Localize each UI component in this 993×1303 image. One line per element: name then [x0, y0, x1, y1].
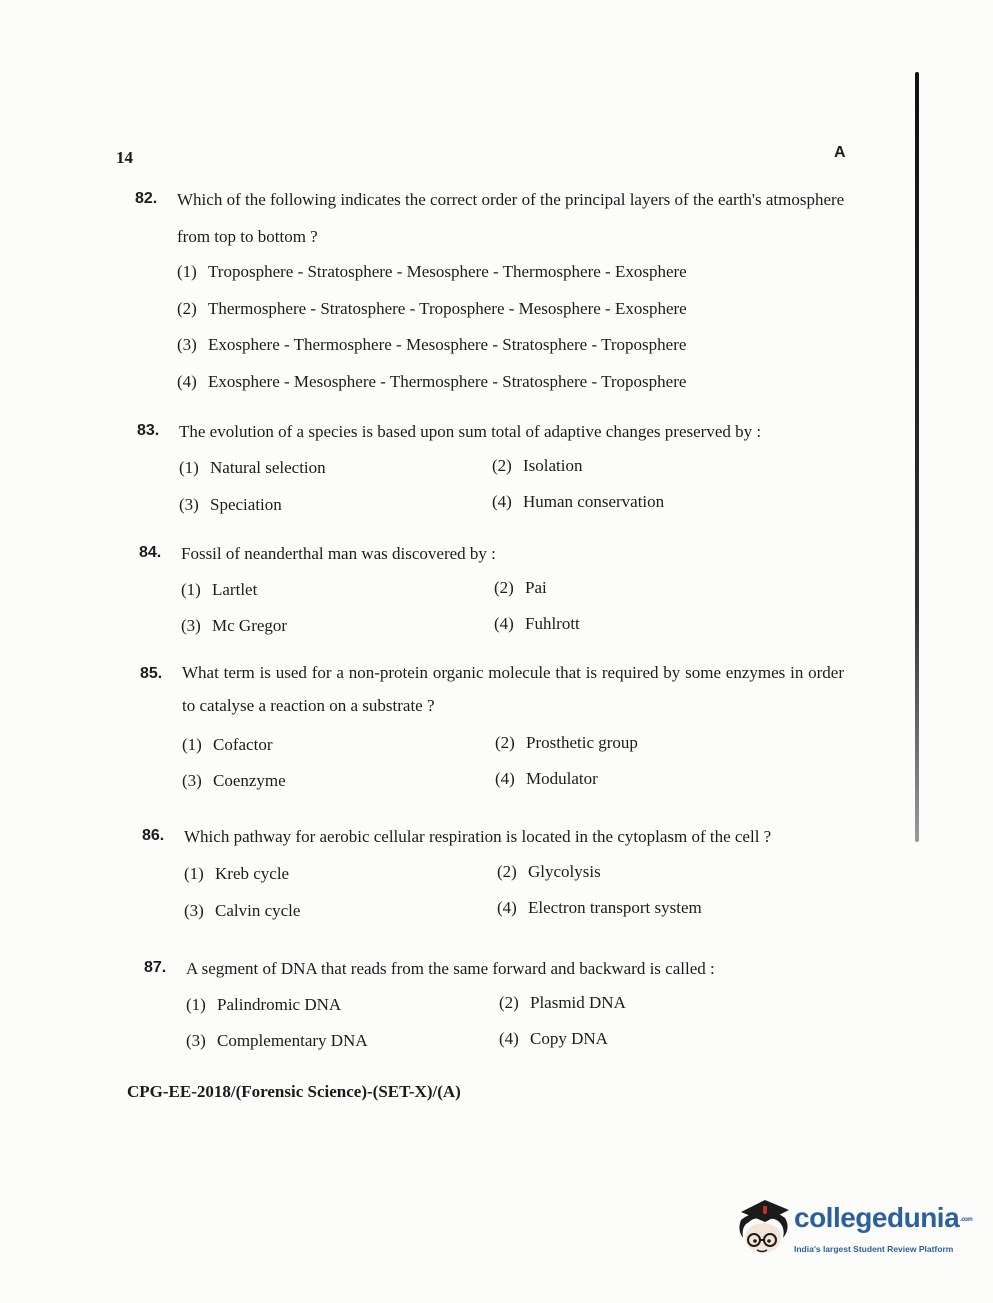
- option-4: (4) Fuhlrott: [494, 614, 580, 633]
- scan-edge-mark: [915, 72, 919, 842]
- option-4: (4) Human conservation: [492, 492, 665, 511]
- question-number: 85.: [140, 665, 163, 682]
- option-3: (3) Speciation: [179, 495, 282, 514]
- question-text: A segment of DNA that reads from the same forward and backward is called :: [186, 959, 715, 978]
- question-number: 87.: [144, 959, 167, 976]
- option-4: (4) Copy DNA: [499, 1029, 608, 1048]
- option-2: (2) Isolation: [492, 456, 583, 475]
- collegedunia-logo: [735, 1196, 973, 1266]
- question-text: The evolution of a species is based upon sum total of adaptive changes preserved by :: [179, 422, 762, 441]
- option-1: (1) Troposphere - Stratosphere - Mesosphere - Thermosphere - Exosphere: [177, 262, 687, 281]
- option-1: (1) Lartlet: [181, 580, 258, 599]
- logo-wordmark: collegedunia.com: [794, 1202, 973, 1233]
- option-3: (3) Mc Gregor: [181, 616, 288, 635]
- option-3: (3) Calvin cycle: [184, 901, 301, 920]
- option-3: (3) Exosphere - Thermosphere - Mesosphere - Stratosphere - Troposphere: [177, 335, 687, 354]
- option-3: (3) Complementary DNA: [186, 1031, 368, 1050]
- set-letter: A: [834, 144, 846, 161]
- option-1: (1) Kreb cycle: [184, 864, 290, 883]
- question-number: 84.: [139, 544, 162, 561]
- question-number: 86.: [142, 827, 165, 844]
- question-text: What term is used for a non-protein organic molecule that is required by some enzymes in order to catalyse a reaction on a substrate ?: [182, 663, 844, 715]
- option-1: (1) Cofactor: [182, 735, 273, 754]
- option-3: (3) Coenzyme: [182, 771, 286, 790]
- option-2: (2) Plasmid DNA: [499, 993, 626, 1012]
- option-2: (2) Thermosphere - Stratosphere - Troposphere - Mesosphere - Exosphere: [177, 299, 687, 318]
- option-2: (2) Glycolysis: [497, 862, 601, 881]
- exam-code-footer: CPG-EE-2018/(Forensic Science)-(SET-X)/(A): [127, 1082, 461, 1101]
- option-2: (2) Pai: [494, 578, 547, 597]
- page-number: 14: [116, 148, 133, 167]
- logo-suffix: .com: [960, 1216, 973, 1223]
- logo-tagline: India's largest Student Review Platform: [794, 1244, 954, 1254]
- option-1: (1) Palindromic DNA: [186, 995, 342, 1014]
- option-4: (4) Modulator: [495, 769, 598, 788]
- question-number: 82.: [135, 190, 158, 207]
- question-text: Fossil of neanderthal man was discovered by :: [181, 544, 496, 563]
- question-text: Which of the following indicates the correct order of the principal layers of the earth's atmosphere from top to bottom ?: [177, 190, 845, 246]
- option-4: (4) Exosphere - Mesosphere - Thermosphere - Stratosphere - Troposphere: [177, 372, 687, 391]
- option-2: (2) Prosthetic group: [495, 733, 638, 752]
- option-1: (1) Natural selection: [179, 458, 326, 477]
- question-text: Which pathway for aerobic cellular respiration is located in the cytoplasm of the cell ?: [184, 827, 772, 846]
- question-number: 83.: [137, 422, 160, 439]
- option-4: (4) Electron transport system: [497, 898, 702, 917]
- mascot-icon: [735, 1196, 795, 1258]
